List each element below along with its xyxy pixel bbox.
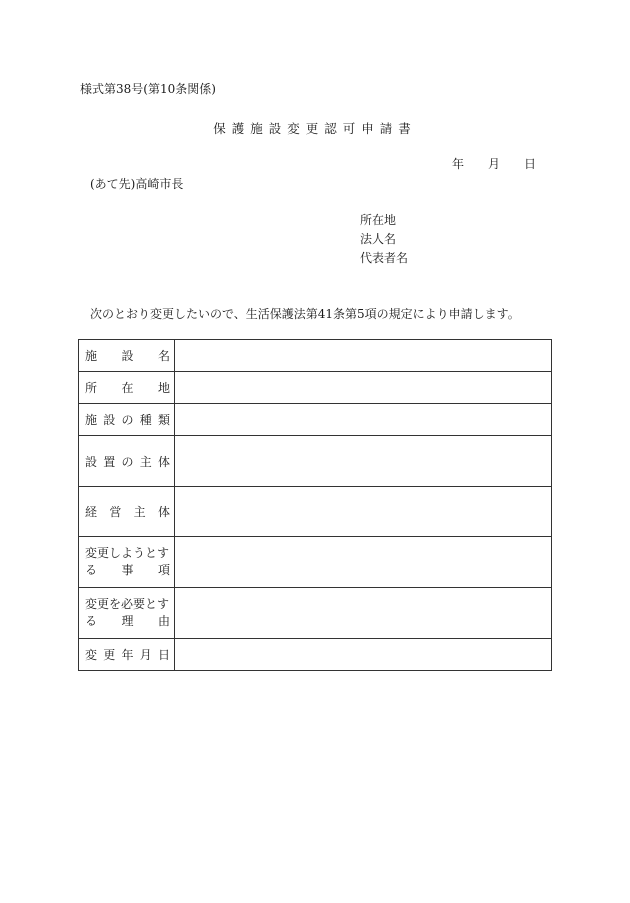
date-line — [452, 155, 536, 172]
label-text: 施 設 名 — [85, 349, 170, 363]
date-month-label: 月 — [488, 157, 501, 171]
label-line-2: る 事 項 — [85, 563, 170, 577]
row-label-establishing-entity — [79, 436, 175, 487]
label-text: 所 在 地 — [85, 381, 170, 395]
change-reason-field[interactable] — [175, 588, 552, 639]
applicant-representative-label: 代表者名 — [360, 251, 409, 265]
change-date-field[interactable] — [175, 639, 552, 671]
label-text: 変 更 年 月 日 — [85, 648, 170, 662]
table-row — [79, 537, 552, 588]
row-label-change-reason — [79, 588, 175, 639]
table-row — [79, 588, 552, 639]
label-text: 設 置 の 主 体 — [85, 454, 170, 469]
intro-text: 次のとおり変更したいので、生活保護法第41条第5項の規定により申請します。 — [90, 307, 520, 321]
establishing-entity-field[interactable] — [175, 436, 552, 487]
label-line-2: る 理 由 — [85, 614, 170, 628]
facility-name-field[interactable] — [175, 340, 552, 372]
table-row — [79, 639, 552, 671]
label-text — [85, 596, 170, 630]
date-year-label: 年 — [452, 157, 465, 171]
label-line-1: 変更しようとす — [85, 546, 170, 560]
form-number: 様式第38号(第10条関係) — [80, 82, 216, 96]
table-row — [79, 340, 552, 372]
table-row — [79, 372, 552, 404]
operating-entity-field[interactable] — [175, 487, 552, 537]
table-row — [79, 436, 552, 487]
date-day-label: 日 — [524, 157, 537, 171]
label-line-1: 変更を必要とす — [85, 597, 170, 611]
applicant-corporation-label: 法人名 — [360, 232, 397, 246]
addressee: (あて先)高崎市長 — [90, 177, 184, 191]
row-label-change-date — [79, 639, 175, 671]
label-text — [85, 545, 170, 579]
label-text: 施 設 の 種 類 — [85, 413, 170, 427]
row-label-change-matters — [79, 537, 175, 588]
facility-type-field[interactable] — [175, 404, 552, 436]
location-field[interactable] — [175, 372, 552, 404]
table-row — [79, 487, 552, 537]
application-table — [78, 339, 552, 671]
applicant-address-label: 所在地 — [360, 213, 397, 227]
change-matters-field[interactable] — [175, 537, 552, 588]
row-label-facility-name — [79, 340, 175, 372]
document-title: 保護施設変更認可申請書 — [213, 121, 417, 136]
table-row — [79, 404, 552, 436]
applicant-fields — [360, 211, 408, 268]
row-label-operating-entity — [79, 487, 175, 537]
row-label-facility-type — [79, 404, 175, 436]
label-text: 経 営 主 体 — [85, 505, 170, 519]
row-label-location — [79, 372, 175, 404]
